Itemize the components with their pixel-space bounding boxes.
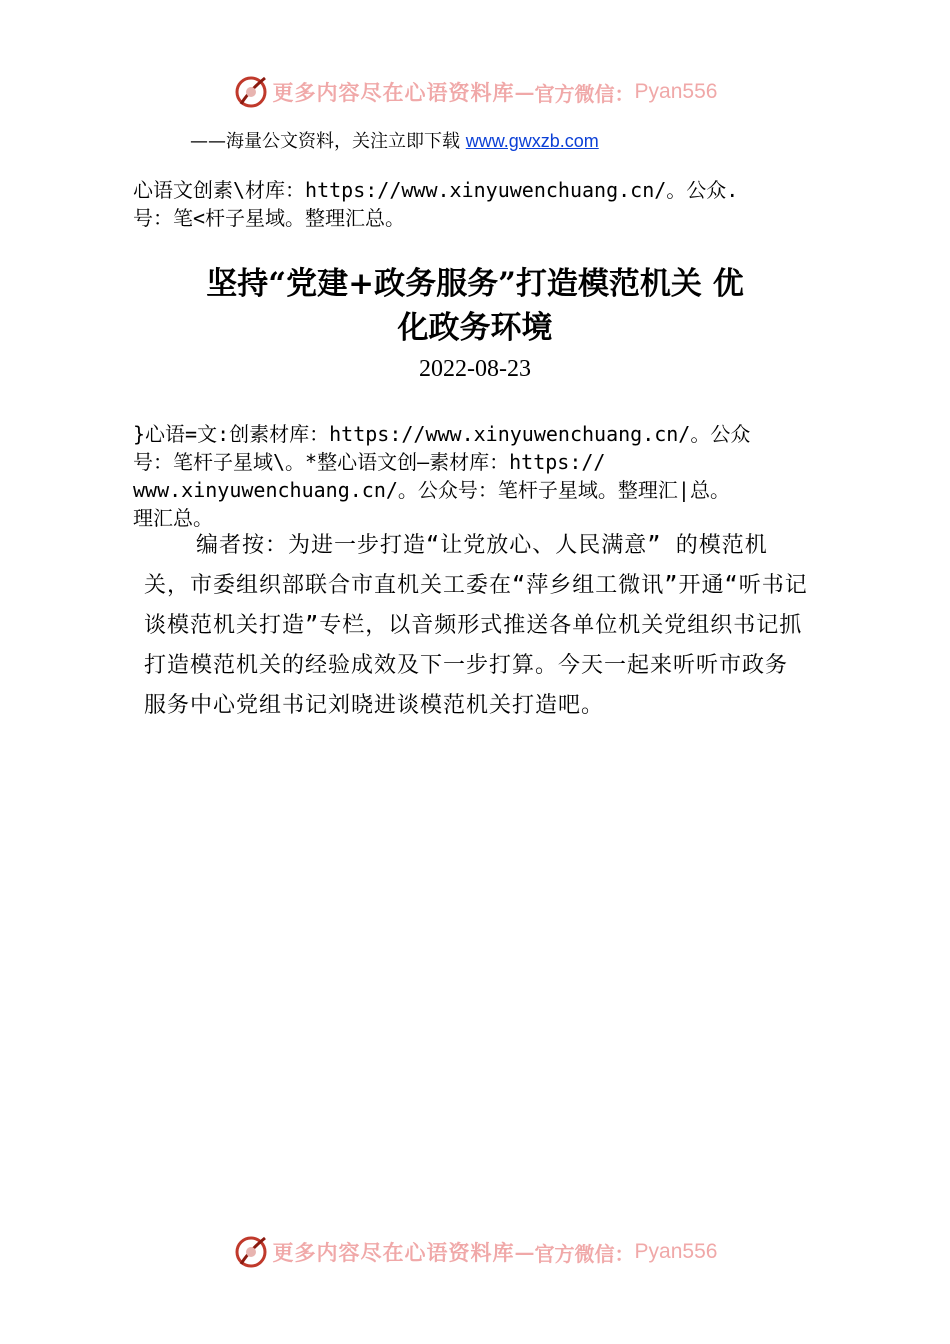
title-line-2: 化政务环境 [397,310,553,346]
promo-text: 更多内容尽在心语资料库 [272,80,515,105]
title-line-1: 坚持“党建+政务服务”打造模范机关 优 [206,266,744,302]
wechat-id: Pyan556 [634,80,718,103]
footer-banner [0,1232,950,1272]
download-notice-text: ——海量公文资料，关注立即下载 [190,131,466,152]
download-notice [190,127,599,153]
brush-circle-logo-icon [233,74,269,110]
editor-note: 编者按：为进一步打造“让党放心、人民满意” 的模范机关，市委组织部联合市直机关工委在“萍乡组工微讯”开通“听书记谈模范机关打造”专栏，以音频形式推送各单位机关党组织书记抓打造模范机关的经验成效及下一步打算。今天一起来听听市政务服务中心党组书记刘晓进谈模范机关打造吧。 [144,533,808,718]
promo-text: 更多内容尽在心语资料库 [272,1240,515,1265]
promo-dash: — [514,1240,535,1264]
brush-circle-logo-icon [233,1234,269,1270]
promo-dash: — [514,80,535,104]
wechat-id: Pyan556 [634,1240,718,1263]
article-date: 2022-08-23 [419,356,531,382]
article-title [130,262,820,350]
wechat-label: 官方微信： [534,81,635,106]
source-note-body: }心语=文:创素材库：https://www.xinyuwenchuang.cn/。公众 号：笔杆子星域\。*整心语文创—素材库：https:// www.xinyuwenchuang.cn/。公众号：笔杆子星域。整理汇|总。 理汇总。 [133,422,751,530]
download-link[interactable]: www.gwxzb.com [465,131,599,151]
source-note-top: 心语文创素\材库：https://www.xinyuwenchuang.cn/。公众. 号：笔<杆子星域。整理汇总。 [133,178,739,230]
header-banner [0,72,950,112]
wechat-label: 官方微信： [534,1241,635,1266]
